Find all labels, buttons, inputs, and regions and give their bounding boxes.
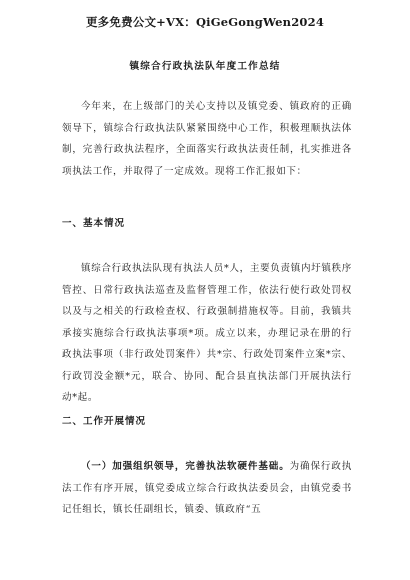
- watermark-text: 更多免费公文+VX：QiGeGongWen2024: [85, 15, 325, 29]
- intro-paragraph: 今年来，在上级部门的关心支持以及镇党委、镇政府的正确领导下，镇综合行政执法队紧紧围绕中心工作，积极理顺执法体制，完善行政执法程序，全面落实行政执法责任制，扎实推进各项执法工作，并取得了一定成效。现将工作汇报如下：: [62, 101, 352, 177]
- organization-paragraph: [62, 456, 352, 566]
- section-heading-work-progress: 二、工作开展情况: [62, 416, 147, 427]
- subsection-text-organization: 为确保行政执法工作有序开展，镇党委成立综合行政执法委员会，由镇党委书记任组长，镇长任副组长，镇委、镇政府“五: [62, 461, 352, 515]
- subsection-heading-organization: （一）加强组织领导，完善执法软硬件基础。: [81, 461, 290, 472]
- document-title: 镇综合行政执法队年度工作总结: [129, 61, 281, 72]
- basic-info-paragraph: 镇综合行政执法队现有执法人员*人，主要负责镇内圩镇秩序管控、日常行政执法巡查及监督管理工作，依法行使行政处罚权以及与之相关的行政检查权、行政强制措施权等。目前，我镇共承接实施综合行政执法事项*项。成立以来，办理记录在册的行政执法事项（非行政处罚案件）共*宗、行政处罚案件立案*宗、行政罚没金额*元，联合、协同、配合县直执法部门开展执法行动*起。: [62, 263, 352, 403]
- section-heading-basic-info: 一、基本情况: [62, 218, 126, 229]
